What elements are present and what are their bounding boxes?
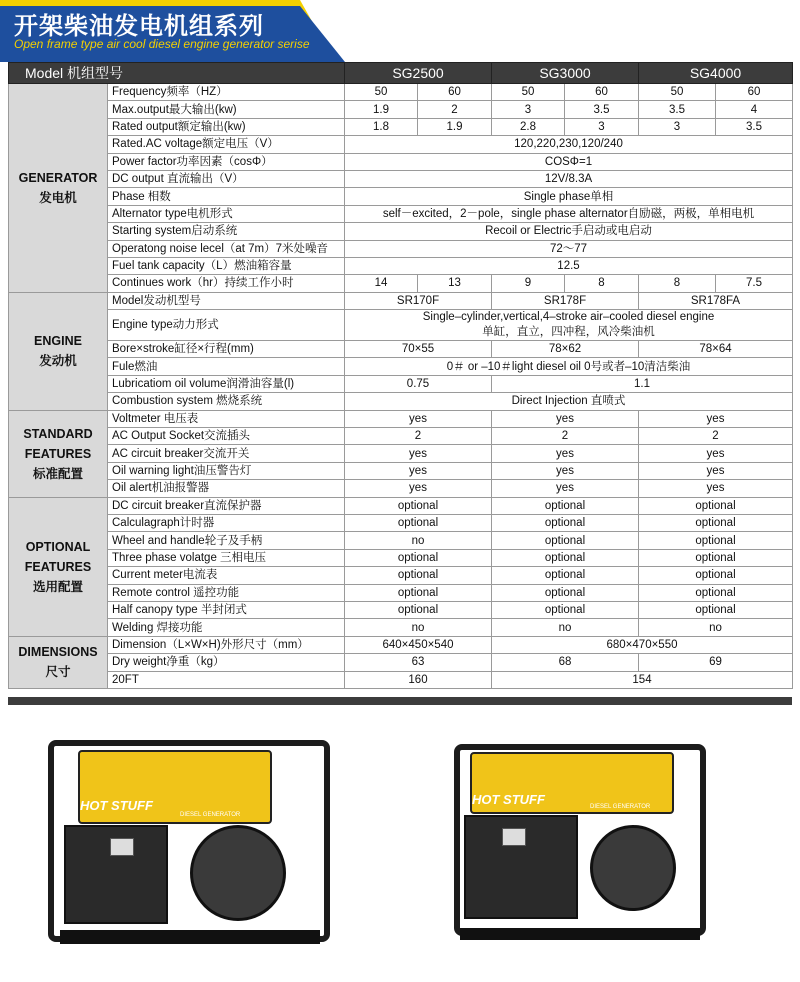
table-row — [9, 654, 793, 671]
row-label: Operatong noise lecel（at 7m）7米处噪音 — [108, 240, 345, 257]
cell: 2 — [639, 428, 793, 445]
row-label: DC circuit breaker直流保护器 — [108, 497, 345, 514]
cell: 3.5 — [716, 118, 793, 135]
table-row — [9, 170, 793, 187]
cell: optional — [345, 549, 492, 566]
row-label: Dimension（L×W×H)外形尺寸（mm） — [108, 636, 345, 653]
cell: optional — [492, 601, 639, 618]
generator-image-right — [450, 740, 710, 955]
cell: 78×62 — [492, 341, 639, 358]
table-row — [9, 497, 793, 514]
table-row — [9, 393, 793, 410]
panel-label: DIESEL GENERATOR — [180, 812, 241, 818]
page-subtitle: Open frame type air cool diesel engine generator serise — [14, 37, 310, 51]
table-row — [9, 480, 793, 497]
cell: optional — [345, 601, 492, 618]
cell: 60 — [418, 84, 492, 101]
cell: yes — [492, 462, 639, 479]
table-row — [9, 101, 793, 118]
cell — [345, 310, 793, 341]
group-dimensions: DIMENSIONS 尺寸 — [9, 636, 108, 688]
cell: COSΦ=1 — [345, 153, 793, 170]
model-sg2500: SG2500 — [345, 63, 492, 84]
cell: no — [345, 532, 492, 549]
table-row — [9, 136, 793, 153]
row-label: Oil warning light油压警告灯 — [108, 462, 345, 479]
table-header-row — [9, 63, 793, 84]
page-title: 开架柴油发电机组系列 — [14, 12, 264, 40]
cell: 69 — [639, 654, 793, 671]
row-label: Wheel and handle轮子及手柄 — [108, 532, 345, 549]
table-row — [9, 223, 793, 240]
row-label: Power factor功率因素（cosΦ） — [108, 153, 345, 170]
row-label: Combustion system 燃烧系统 — [108, 393, 345, 410]
table-row — [9, 153, 793, 170]
cell: optional — [639, 584, 793, 601]
cell: 2 — [492, 428, 639, 445]
table-row — [9, 445, 793, 462]
row-label: Phase 相数 — [108, 188, 345, 205]
cell: 12.5 — [345, 257, 793, 274]
cell: optional — [492, 567, 639, 584]
row-label: Dry weight净重（kg） — [108, 654, 345, 671]
row-label: Calculagraph计时器 — [108, 514, 345, 531]
row-label: Alternator type电机形式 — [108, 205, 345, 222]
cell: 50 — [345, 84, 418, 101]
cell: 680×470×550 — [492, 636, 793, 653]
table-row — [9, 619, 793, 636]
table-row — [9, 84, 793, 101]
cell: 3.5 — [639, 101, 716, 118]
table-row — [9, 549, 793, 566]
cell: 68 — [492, 654, 639, 671]
brand-label: HOT STUFF — [80, 798, 153, 813]
cell: 1.9 — [418, 118, 492, 135]
row-label: 20FT — [108, 671, 345, 688]
cell: 3.5 — [565, 101, 639, 118]
engine-type-cn: 单缸，直立，四冲程，风冷柴油机 — [482, 326, 655, 339]
table-row — [9, 375, 793, 392]
table-bottom-bar — [8, 697, 792, 705]
cell: 12V/8.3A — [345, 170, 793, 187]
cell: 60 — [565, 84, 639, 101]
row-label: Continues work（hr）持续工作小时 — [108, 275, 345, 292]
header-banner — [0, 0, 800, 62]
voltmeter-icon — [502, 828, 526, 846]
cell: Direct Injection 直喷式 — [345, 393, 793, 410]
cell: 2.8 — [492, 118, 565, 135]
cell: yes — [492, 445, 639, 462]
cell: SR170F — [345, 292, 492, 309]
cell: 4 — [716, 101, 793, 118]
row-label: Fule燃油 — [108, 358, 345, 375]
table-row — [9, 275, 793, 292]
cell: yes — [639, 410, 793, 427]
cell: no — [639, 619, 793, 636]
model-sg4000: SG4000 — [639, 63, 793, 84]
cell: yes — [639, 480, 793, 497]
row-label: Frequency频率（HZ） — [108, 84, 345, 101]
table-row — [9, 428, 793, 445]
engine-type-en: Single–cylinder,vertical,4–stroke air–cooled diesel engine — [422, 311, 715, 324]
table-row — [9, 188, 793, 205]
table-row — [9, 257, 793, 274]
engine-icon — [190, 825, 286, 921]
cell: yes — [345, 445, 492, 462]
cell: SR178F — [492, 292, 639, 309]
cell: 50 — [492, 84, 565, 101]
cell: self－excited，2－pole，single phase alternator自励磁，两极，单相电机 — [345, 205, 793, 222]
cell: 72～77 — [345, 240, 793, 257]
cell: 160 — [345, 671, 492, 688]
table-row — [9, 567, 793, 584]
table-row — [9, 205, 793, 222]
cell: Single phase单相 — [345, 188, 793, 205]
cell: optional — [639, 514, 793, 531]
cell: optional — [492, 497, 639, 514]
cell: 154 — [492, 671, 793, 688]
cell: yes — [492, 410, 639, 427]
cell: no — [345, 619, 492, 636]
table-row — [9, 358, 793, 375]
row-label: Fuel tank capacity（L）燃油箱容量 — [108, 257, 345, 274]
row-label: Max.output最大输出(kw) — [108, 101, 345, 118]
group-standard: STANDARD FEATURES 标准配置 — [9, 410, 108, 497]
cell: optional — [492, 549, 639, 566]
row-label: Bore×stroke缸径×行程(mm) — [108, 341, 345, 358]
cell: optional — [345, 584, 492, 601]
table-row — [9, 240, 793, 257]
cell: 70×55 — [345, 341, 492, 358]
cell: optional — [492, 584, 639, 601]
row-label: Three phase volatge 三相电压 — [108, 549, 345, 566]
table-row — [9, 584, 793, 601]
cell: 0＃ or –10＃light diesel oil 0号或者–10清洁柴油 — [345, 358, 793, 375]
group-generator: GENERATOR 发电机 — [9, 84, 108, 293]
cell: optional — [639, 497, 793, 514]
row-label: Oil alert机油报警器 — [108, 480, 345, 497]
cell: 1.8 — [345, 118, 418, 135]
cell: optional — [345, 514, 492, 531]
table-row — [9, 462, 793, 479]
row-label: Rated.AC voltage额定电压（V） — [108, 136, 345, 153]
cell: 60 — [716, 84, 793, 101]
group-optional: OPTIONAL FEATURES 选用配置 — [9, 497, 108, 636]
model-header: Model 机组型号 — [9, 63, 345, 84]
cell: optional — [639, 601, 793, 618]
group-engine: ENGINE 发动机 — [9, 292, 108, 410]
cell: 2 — [418, 101, 492, 118]
table-row — [9, 601, 793, 618]
table-row — [9, 341, 793, 358]
base-frame — [60, 930, 320, 944]
row-label: AC circuit breaker交流开关 — [108, 445, 345, 462]
cell: Recoil or Electric手启动或电启动 — [345, 223, 793, 240]
table-row — [9, 118, 793, 135]
cell: yes — [639, 445, 793, 462]
cell: 2 — [345, 428, 492, 445]
row-label: Half canopy type 半封闭式 — [108, 601, 345, 618]
cell: 13 — [418, 275, 492, 292]
cell: 0.75 — [345, 375, 492, 392]
row-label: Remote control 遥控功能 — [108, 584, 345, 601]
cell: SR178FA — [639, 292, 793, 309]
panel-label: DIESEL GENERATOR — [590, 804, 651, 810]
cell: yes — [639, 462, 793, 479]
cell: optional — [639, 567, 793, 584]
table-row — [9, 410, 793, 427]
cell: 9 — [492, 275, 565, 292]
cell: 1.1 — [492, 375, 793, 392]
row-label: Rated output额定输出(kw) — [108, 118, 345, 135]
cell: 50 — [639, 84, 716, 101]
row-label: Engine type动力形式 — [108, 310, 345, 341]
model-sg3000: SG3000 — [492, 63, 639, 84]
row-label: Current meter电流表 — [108, 567, 345, 584]
row-label: AC Output Socket交流插头 — [108, 428, 345, 445]
base-frame — [460, 928, 700, 940]
cell: 120,220,230,120/240 — [345, 136, 793, 153]
cell: yes — [345, 410, 492, 427]
cell: 8 — [565, 275, 639, 292]
brand-label: HOT STUFF — [472, 792, 545, 807]
cell: 14 — [345, 275, 418, 292]
voltmeter-icon — [110, 838, 134, 856]
table-row — [9, 532, 793, 549]
cell: optional — [345, 567, 492, 584]
cell: 8 — [639, 275, 716, 292]
cell: 3 — [639, 118, 716, 135]
cell: optional — [492, 514, 639, 531]
table-row — [9, 310, 793, 341]
cell: 3 — [492, 101, 565, 118]
row-label: Lubricatiom oil volume润滑油容量(l) — [108, 375, 345, 392]
cell: optional — [492, 532, 639, 549]
cell: 1.9 — [345, 101, 418, 118]
cell: 3 — [565, 118, 639, 135]
cell: 640×450×540 — [345, 636, 492, 653]
cell: optional — [639, 549, 793, 566]
generator-image-left — [40, 730, 340, 960]
cell: optional — [345, 497, 492, 514]
table-row — [9, 292, 793, 309]
engine-icon — [590, 825, 676, 911]
row-label: Model发动机型号 — [108, 292, 345, 309]
row-label: Voltmeter 电压表 — [108, 410, 345, 427]
row-label: Welding 焊接功能 — [108, 619, 345, 636]
table-row — [9, 636, 793, 653]
table-row — [9, 671, 793, 688]
row-label: DC output 直流输出（V） — [108, 170, 345, 187]
cell: 7.5 — [716, 275, 793, 292]
cell: 78×64 — [639, 341, 793, 358]
spec-table — [8, 62, 793, 689]
table-row — [9, 514, 793, 531]
cell: yes — [345, 480, 492, 497]
cell: optional — [639, 532, 793, 549]
row-label: Starting system启动系统 — [108, 223, 345, 240]
cell: no — [492, 619, 639, 636]
cell: yes — [345, 462, 492, 479]
cell: yes — [492, 480, 639, 497]
cell: 63 — [345, 654, 492, 671]
